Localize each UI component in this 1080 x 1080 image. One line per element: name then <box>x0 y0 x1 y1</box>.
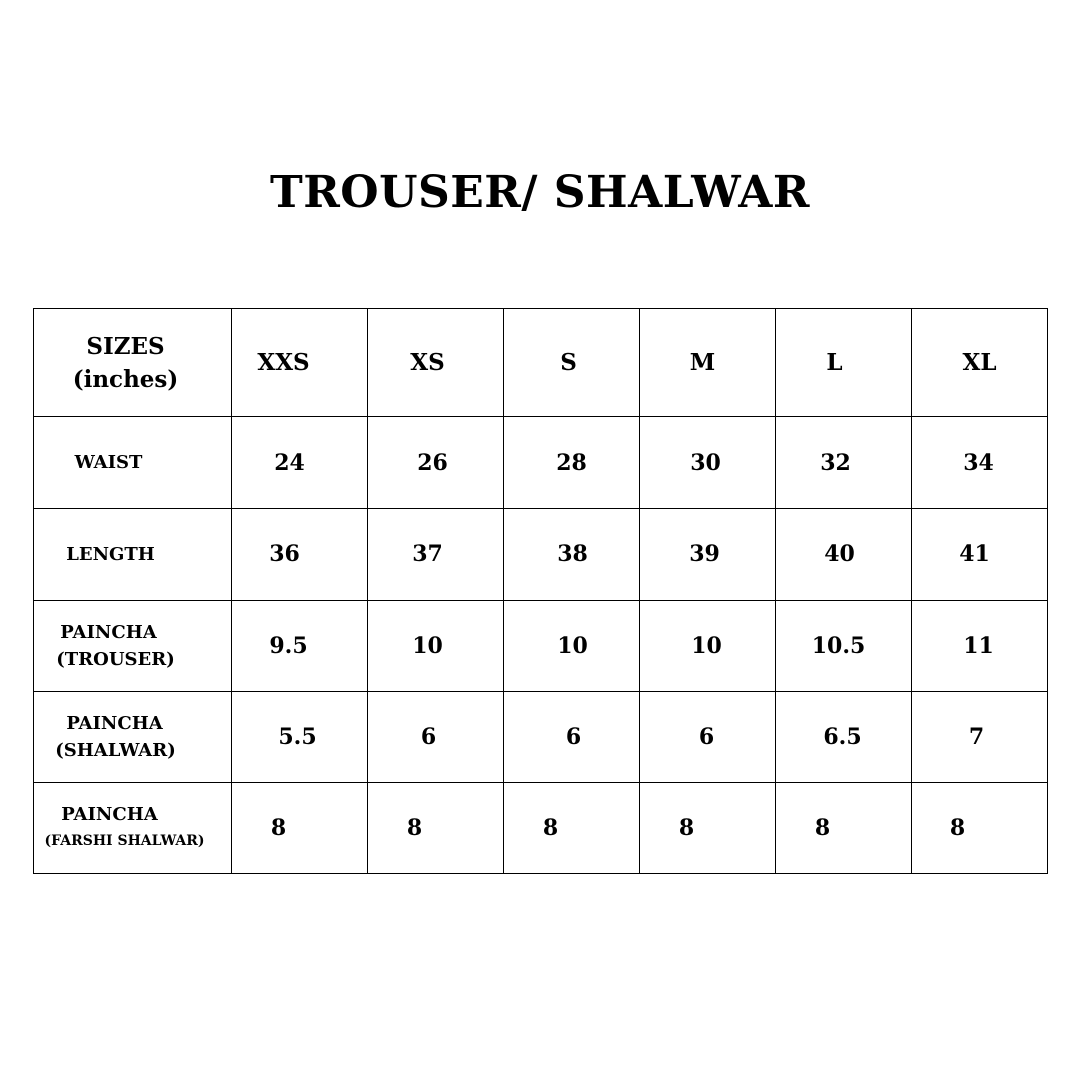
size-xxs: XXS <box>257 349 310 377</box>
value-cell <box>776 509 912 600</box>
row-label-line2: (SHALWAR) <box>55 739 176 761</box>
value-cell <box>504 600 640 691</box>
row-label-cell <box>34 782 232 873</box>
size-s: S <box>560 349 577 377</box>
value-cell <box>776 691 912 782</box>
table-row <box>34 600 1048 691</box>
row-label-line2: (TROUSER) <box>56 648 175 670</box>
value: 28 <box>556 449 587 476</box>
header-label-units: (inches) <box>72 365 179 393</box>
value-cell <box>912 509 1048 600</box>
table-row <box>34 417 1048 509</box>
header-size-cell <box>504 309 640 417</box>
value: 8 <box>814 814 831 841</box>
value: 6 <box>420 723 437 750</box>
row-label-line1: PAINCHA <box>61 803 158 825</box>
row-label-line1: PAINCHA <box>60 621 157 643</box>
value-cell <box>504 691 640 782</box>
value-cell <box>232 600 368 691</box>
value: 10 <box>691 632 722 659</box>
header-size-cell <box>640 309 776 417</box>
table-row <box>34 782 1048 873</box>
page-title: TROUSER/ SHALWAR <box>269 167 811 218</box>
size-xs: XS <box>410 349 445 377</box>
value: 8 <box>678 814 695 841</box>
value-cell <box>368 691 504 782</box>
value: 10 <box>557 632 588 659</box>
value-cell <box>504 509 640 600</box>
size-m: M <box>689 349 716 377</box>
value-cell <box>504 782 640 873</box>
header-label <box>73 330 179 396</box>
header-size-cell <box>368 309 504 417</box>
value-cell <box>368 509 504 600</box>
value-cell <box>640 417 776 509</box>
value: 40 <box>824 541 855 568</box>
row-label-line2: (FARSHI SHALWAR) <box>44 832 205 849</box>
value: 41 <box>959 541 990 568</box>
value: 32 <box>820 449 851 476</box>
value: 26 <box>417 449 448 476</box>
size-l: L <box>826 349 843 377</box>
row-label-paincha-trouser <box>56 619 174 673</box>
value-cell <box>232 691 368 782</box>
value: 11 <box>963 632 994 659</box>
value-cell <box>368 417 504 509</box>
row-label-line1: PAINCHA <box>66 712 163 734</box>
value: 34 <box>963 449 994 476</box>
value-cell <box>640 600 776 691</box>
value-cell <box>232 509 368 600</box>
value-cell <box>912 782 1048 873</box>
header-label-cell <box>34 309 232 417</box>
value-cell <box>640 782 776 873</box>
value-cell <box>776 782 912 873</box>
table-header-row <box>34 309 1048 417</box>
value: 24 <box>274 449 305 476</box>
value: 36 <box>269 541 300 568</box>
value: 6.5 <box>823 723 862 750</box>
value-cell <box>912 600 1048 691</box>
value-cell <box>504 417 640 509</box>
value: 8 <box>406 814 423 841</box>
row-label-cell <box>34 417 232 509</box>
header-size-cell <box>232 309 368 417</box>
header-size-cell <box>912 309 1048 417</box>
value-cell <box>232 417 368 509</box>
value: 37 <box>412 541 443 568</box>
table-row <box>34 509 1048 600</box>
header-label-sizes: SIZES <box>86 332 165 360</box>
value: 10 <box>412 632 443 659</box>
table-row <box>34 691 1048 782</box>
value: 8 <box>270 814 287 841</box>
value: 6 <box>698 723 715 750</box>
value-cell <box>640 691 776 782</box>
value-cell <box>776 600 912 691</box>
value-cell <box>368 782 504 873</box>
size-xl: XL <box>962 349 997 377</box>
value-cell <box>776 417 912 509</box>
row-label-paincha-farshi-shalwar <box>44 801 204 855</box>
size-chart-table <box>33 308 1048 874</box>
header-size-cell <box>776 309 912 417</box>
row-label-length: LENGTH <box>66 543 155 565</box>
value: 5.5 <box>278 723 317 750</box>
row-label-cell <box>34 600 232 691</box>
value-cell <box>640 509 776 600</box>
value: 8 <box>949 814 966 841</box>
row-label-paincha-shalwar <box>55 710 175 764</box>
value-cell <box>368 600 504 691</box>
value: 9.5 <box>269 632 308 659</box>
value: 38 <box>557 541 588 568</box>
value-cell <box>912 417 1048 509</box>
row-label-waist: WAIST <box>74 452 143 474</box>
value: 8 <box>542 814 559 841</box>
value: 39 <box>689 541 720 568</box>
value-cell <box>912 691 1048 782</box>
value: 6 <box>565 723 582 750</box>
value: 30 <box>690 449 721 476</box>
value-cell <box>232 782 368 873</box>
row-label-cell <box>34 691 232 782</box>
value: 10.5 <box>811 632 866 659</box>
value: 7 <box>968 723 985 750</box>
row-label-cell <box>34 509 232 600</box>
